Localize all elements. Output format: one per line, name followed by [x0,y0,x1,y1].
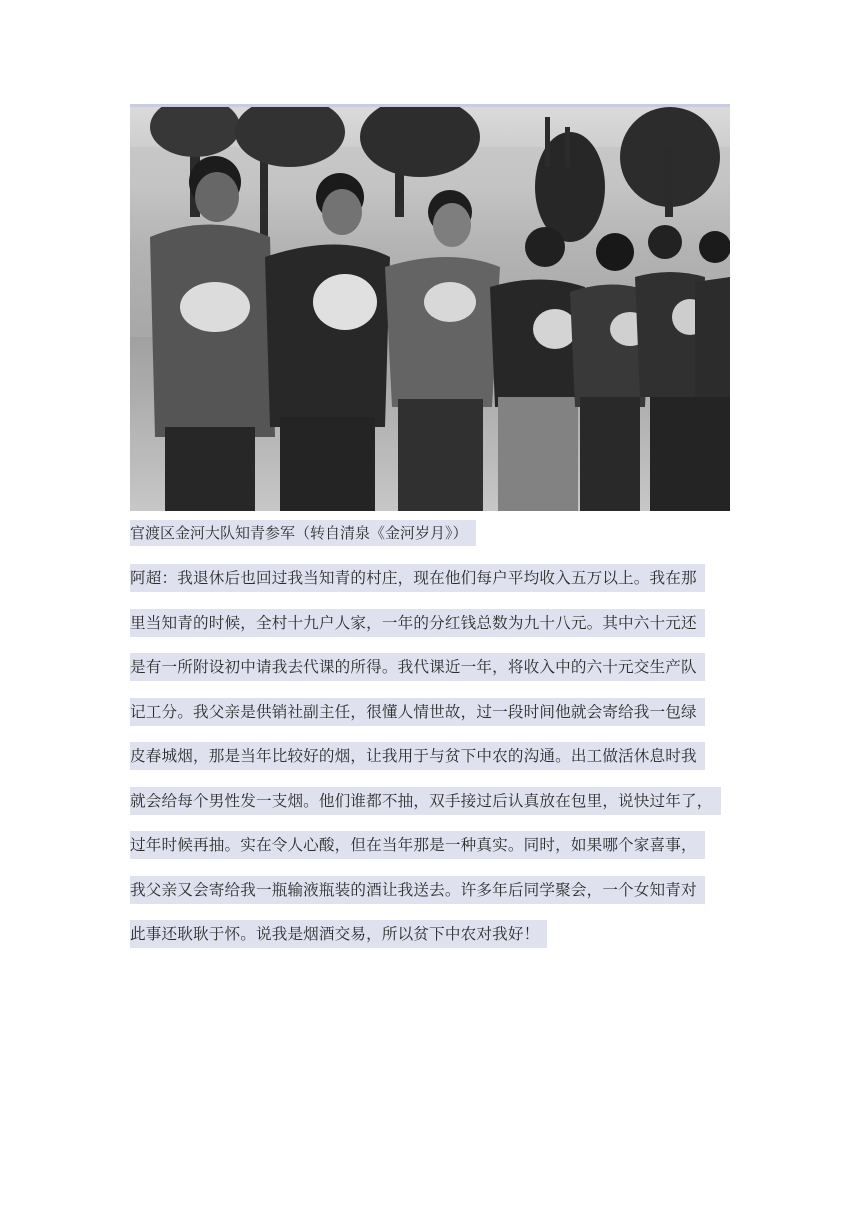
paragraph-line [130,920,730,948]
line-text: 记工分。我父亲是供销社副主任，很懂人情世故，过一段时间他就会寄给我一包绿 [130,698,705,726]
paragraph-line [130,742,730,770]
historical-photo [130,104,730,511]
paragraph-line [130,564,730,592]
line-text: 阿超：我退休后也回过我当知青的村庄，现在他们每户平均收入五万以上。我在那 [130,564,705,592]
paragraph-line [130,609,730,637]
paragraph-line [130,698,730,726]
line-text: 里当知青的时候，全村十九户人家，一年的分红钱总数为九十八元。其中六十元还 [130,609,705,637]
photo-caption-block [130,520,476,546]
line-text: 过年时候再抽。实在令人心酸，但在当年那是一种真实。同时，如果哪个家喜事， [130,831,705,859]
line-text: 就会给每个男性发一支烟。他们谁都不抽，双手接过后认真放在包里，说快过年了， [130,787,721,815]
paragraph-line [130,787,730,815]
line-text: 皮春城烟，那是当年比较好的烟，让我用于与贫下中农的沟通。出工做活休息时我 [130,742,705,770]
paragraph-line [130,876,730,904]
article-paragraph [130,564,730,965]
line-text: 此事还耿耿于怀。说我是烟酒交易，所以贫下中农对我好！ [130,920,547,948]
paragraph-line [130,831,730,859]
photo-caption: 官渡区金河大队知青参军（转自清泉《金河岁月》） [130,520,476,546]
line-text: 是有一所附设初中请我去代课的所得。我代课近一年，将收入中的六十元交生产队 [130,653,705,681]
paragraph-line [130,653,730,681]
line-text: 我父亲又会寄给我一瓶输液瓶装的酒让我送去。许多年后同学聚会，一个女知青对 [130,876,705,904]
